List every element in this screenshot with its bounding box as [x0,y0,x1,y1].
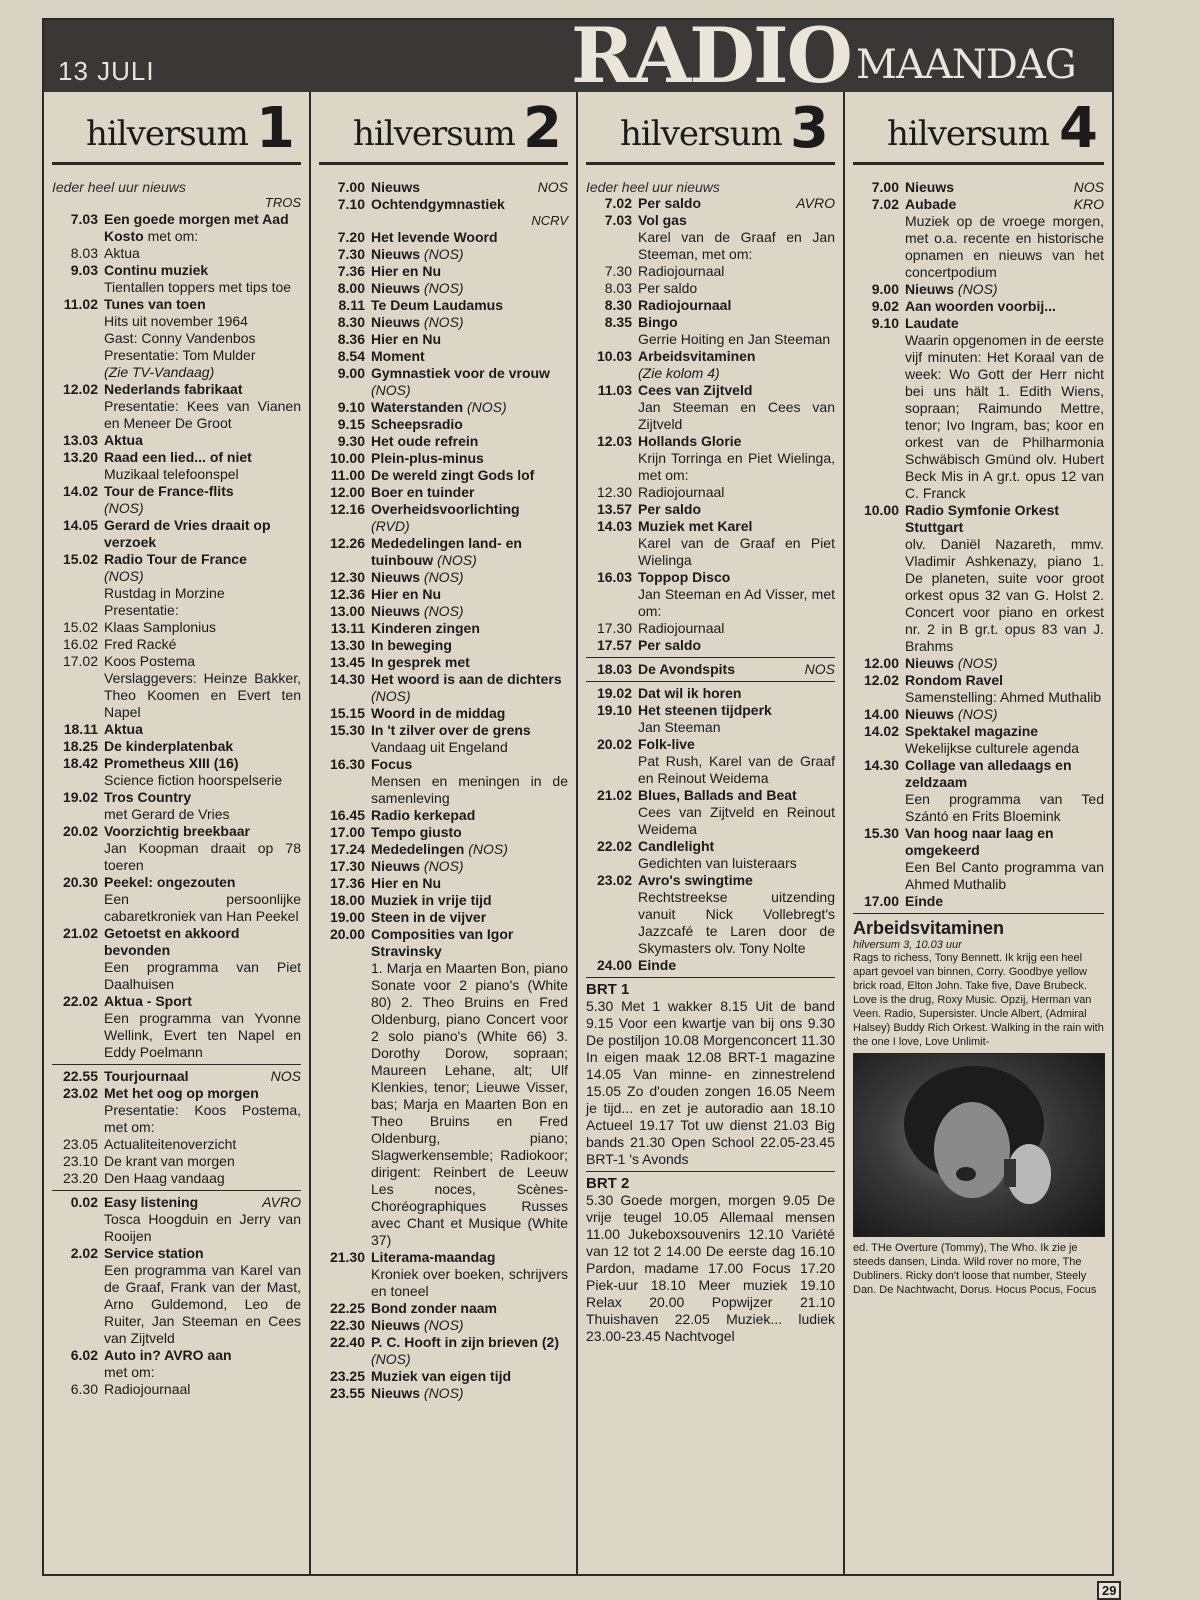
program-row: 2.02 Service station [70,1245,204,1261]
program-row: 13.20 Raad een lied... of niet [62,449,252,465]
station-name: hilversum [887,114,1049,154]
program-desc: Mensen en meningen in de samenleving [371,773,568,806]
program-row: 11.00 De wereld zingt Gods lof [330,467,535,483]
feature-box-text: ed. THe Overture (Tommy), The Who. Ik zie je steeds dansen, Linda. Wild rover no more, The Dubliners. Ricky don't loose that number, Steely Dan. De Nachtwacht, Dorus. Hocus Pocus, Focus [853,1242,1097,1296]
program-row: 8.03 Aktua [70,245,140,261]
program-row: 23.10 De krant van morgen [62,1153,235,1169]
program-row: 21.02 Getoetst en akkoord bevonden [62,925,240,958]
program-row: 7.00 Nieuws NOS [871,179,1104,195]
program-row: 7.30 Nieuws (NOS) [337,246,464,262]
program-row: 15.02 Radio Tour de France [62,551,247,567]
program-row: 15.15 Woord in de middag [329,705,506,721]
program-row: 23.05 Actualiteitenoverzicht [62,1136,237,1152]
station-name: hilversum [86,114,248,154]
program-row: 15.30 In 't zilver over de grens [329,722,531,738]
program-row: 12.26 Mededelingen land- en tuinbouw (NOS) [329,535,522,568]
program-desc: met om: [104,1364,155,1380]
program-row: 13.03 Aktua [62,432,143,448]
program-row: 18.42 Prometheus XIII (16) [62,755,239,771]
program-desc: Presentatie: Koos Postema, met om: [104,1102,301,1135]
program-row: 8.30 Nieuws (NOS) [337,314,464,330]
program-desc: Pat Rush, Karel van de Graaf en Reinout Weidema [638,753,835,786]
program-row: 12.16 Overheidsvoorlichting [329,501,520,517]
listing-title: RADIO [571,11,851,100]
program-row: 12.00 Nieuws (NOS) [863,655,998,671]
divider [586,1171,835,1172]
program-desc: Jan Steeman [638,719,721,735]
program-row: 7.03 Een goede morgen met Aad Kosto met om: [70,211,289,244]
station-heading [319,92,568,165]
program-desc: Presentatie: Tom Mulder [104,347,256,363]
program-row: 22.02 Candlelight [596,838,715,854]
program-row: 15.30 Van hoog naar laag en omgekeerd [863,825,1054,858]
program-row: 6.30 Radiojournaal [70,1381,191,1397]
program-row: 19.00 Steen in de vijver [329,909,487,925]
program-desc: Karel van de Graaf en Jan Steeman, met om: [638,229,835,262]
program-row: 16.03 Toppop Disco [596,569,731,585]
station-number: 2 [523,96,562,161]
brt2-section [586,1175,835,1345]
program-row: 21.30 Literama-maandag [329,1249,496,1265]
program-row: 18.03 De Avondspits NOS [596,661,835,677]
program-desc: Waarin opgenomen in de eerste vijf minuten: Het Koraal van de week: Wo Gott der Herr nicht bei uns hält 1. Edith Wiens, sopraan; Raimundo Mettre, tenor; Ivo Ingram, bas; koor en orkest van de Philharmonia Schwäbisch Gmünd olv. Hubert Beck Mis in A gr.t. opus 12 van C. Franck [905,332,1104,501]
program-row: 12.03 Hollands Glorie [596,433,742,449]
program-row: 13.30 In beweging [329,637,452,653]
radio-listing-frame [42,11,1114,1576]
program-desc: Tosca Hoogduin en Jerry van Rooijen [104,1211,301,1244]
station-name: hilversum [620,114,782,154]
program-desc: Rustdag in Morzine [104,585,225,601]
program-desc: Hits uit november 1964 [104,313,248,329]
program-desc: Jan Koopman draait op 78 toeren [104,840,301,873]
program-row: 13.57 Per saldo [596,501,702,517]
program-row: 9.10 Laudate [871,315,959,331]
program-row: 16.02 Fred Racké [62,636,177,652]
broadcaster-label: NCRV [531,213,568,228]
station-number: 3 [790,96,829,161]
singer-photo [853,1053,1105,1237]
news-note: Ieder heel uur nieuws [52,179,186,195]
divider [52,1190,301,1191]
program-desc: Gast: Conny Vandenbos [104,330,256,346]
program-row: 24.00 Einde [596,957,677,973]
program-row: 21.02 Blues, Ballads and Beat [596,787,797,803]
program-row: 20.00 Composities van Igor Stravinsky [329,926,514,959]
program-row: 9.03 Continu muziek [70,262,209,278]
program-desc: met Gerard de Vries [104,806,230,822]
brt2-heading: BRT 2 [586,1175,630,1192]
brt1-schedule: 5.30 Met 1 wakker 8.15 Uit de band 9.15 Voor een kwartje van bij ons 9.30 De postiljon 10.08 Morgenconcert 11.30 In eigen maak 12.08 BRT-1 magazine 14.05 Van minne- en zinnestrelend 15.05 Zo d'ouden zongen 16.05 Neem je tijd... en zet je autoradio aan 18.10 Actueel 19.17 Tot uw dienst 21.03 Big bands 21.30 Open School 22.05-23.45 BRT-1 's Avonds [586,998,835,1167]
program-desc: olv. Daniël Nazareth, mmv. Vladimir Ashkenazy, piano 1. De planeten, suite voor groot orkest opus 32 van G. Holst 2. Concert voor piano en orkest nr. 2 in B gr.t. opus 83 van J. Brahms [905,536,1104,654]
program-desc: Een programma van Yvonne Wellink, Evert ten Napel en Eddy Poelmann [104,1010,301,1060]
program-row: 7.02 Per saldo AVRO [604,195,835,211]
station-name: hilversum [353,114,515,154]
program-row: 10.00 Radio Symfonie Orkest Stuttgart [863,502,1060,535]
program-desc: Karel van de Graaf en Piet Wielinga [638,535,835,568]
column-hilversum-3 [578,92,845,1574]
program-desc: Presentatie: Kees van Vianen en Meneer De Groot [104,398,301,431]
program-desc: (Zie TV-Vandaag) [104,364,215,380]
program-row: 0.02 Easy listening AVRO [70,1194,301,1210]
program-row: 7.10 Ochtendgymnastiek [337,196,505,212]
program-row: 15.02 Klaas Samplonius [62,619,217,635]
program-row: 17.57 Per saldo [596,637,702,653]
listing-day: MAANDAG [856,42,1076,88]
program-row: 7.30 Radiojournaal [604,263,725,279]
program-row: 17.02 Koos Postema [62,653,196,669]
program-row: 9.10 Waterstanden (NOS) [337,399,507,415]
program-row: 14.30 Collage van alledaags en zeldzaam [863,757,1072,790]
program-row: 8.54 Moment [337,348,425,364]
column-hilversum-1 [44,92,311,1574]
program-desc: Kroniek over boeken, schrijvers en toneel [371,1266,568,1299]
feature-box-text: Rags to richess, Tony Bennett. Ik krijg een heel apart gevoel van binnen, Corry. Goodbye yellow brick road, Elton John. Take five, Dave Brubeck. Love is the drug, Roxy Music. Opzij, Herman van Veen. Radio, Supersister. Uncle Albert, (Admiral Halsey) Buddy Rich Orkest. Walking in the rain with the one I love, Love Unlimit- [853,952,1104,1048]
station-number: 1 [256,96,295,161]
program-desc: Een programma van Piet Daalhuisen [104,959,301,992]
program-row: 19.10 Het steenen tijdperk [596,702,772,718]
program-row: 8.35 Bingo [604,314,678,330]
program-desc: Gedichten van luisteraars [638,855,797,871]
program-row: 22.30 Nieuws (NOS) [329,1317,464,1333]
program-row: 22.25 Bond zonder naam [329,1300,498,1316]
program-row: 10.03 Arbeidsvitaminen [596,348,756,364]
divider [853,913,1104,914]
program-row: 6.02 Auto in? AVRO aan [70,1347,232,1363]
program-desc: Gerrie Hoiting en Jan Steeman [638,331,831,347]
program-row: 14.02 Tour de France-flits [62,483,234,499]
program-desc: Samenstelling: Ahmed Muthalib [905,689,1102,705]
program-row: 12.00 Boer en tuinder [329,484,475,500]
station-columns [44,92,1112,1574]
program-row: 9.00 Nieuws (NOS) [871,281,998,297]
program-desc: Verslaggevers: Heinze Bakker, Theo Koomen en Evert ten Napel [104,670,301,720]
program-row: 8.30 Radiojournaal [604,297,732,313]
program-row: 13.00 Nieuws (NOS) [329,603,464,619]
program-row: 11.03 Cees van Zijtveld [597,382,753,398]
divider [52,1064,301,1065]
divider [586,657,835,658]
program-desc: Vandaag uit Engeland [371,739,508,755]
program-row: 8.03 Per saldo [604,280,698,296]
program-desc: Tientallen toppers met tips toe [104,279,292,295]
program-desc: (NOS) [104,568,144,584]
program-row: 23.55 Nieuws (NOS) [329,1385,464,1401]
program-row: 17.36 Hier en Nu [329,875,442,891]
singer-photo-art [854,1054,1104,1236]
program-row: 16.30 Focus [329,756,413,772]
program-row: 14.05 Gerard de Vries draait op verzoek [62,517,271,550]
listing-date: 13 JULI [58,56,155,86]
program-row: 7.02 Aubade KRO [871,196,1104,212]
program-row: 14.00 Nieuws (NOS) [863,706,998,722]
column-hilversum-4 [845,92,1112,1574]
program-row: 23.25 Muziek van eigen tijd [329,1368,512,1384]
brt1-heading: BRT 1 [586,981,630,998]
program-row: 8.11 Te Deum Laudamus [338,297,503,313]
program-desc: Krijn Torringa en Piet Wielinga, met om: [638,450,835,483]
program-desc: 1. Marja en Maarten Bon, piano Sonate voor 2 piano's (White 80) 2. Theo Bruins en Fred Oldenburg, piano Concert voor 2 solo piano's (White 66) 3. Dorothy Dorow, sopraan; Maureen Lehane, alt; Ulf Klenkies, tenor; Lieuwe Visser, bas; Marja en Maarten Bon en Theo Bruins en Fred Oldenburg, piano; Slagwerkensemble; Radiokoor; dirigent: Reinbert de Leeuw Les noces, Scènes-Choréographiques Russes avec Chant et Musique (White 37) [371,960,568,1248]
divider [586,977,835,978]
program-desc: Rechtstreekse uitzending vanuit Nick Vollebregt's Jazzcafé te Laren door de Skymasters olv. Tony Nolte [638,889,835,956]
program-row: 7.03 Vol gas [604,212,687,228]
feature-box-title: Arbeidsvitaminen [853,918,1005,938]
program-row: 18.11 Aktua [63,721,143,737]
program-row: 12.30 Radiojournaal [596,484,725,500]
program-row: 9.15 Scheepsradio [337,416,463,432]
program-row: 17.00 Tempo giusto [329,824,462,840]
program-row: 20.02 Voorzichtig breekbaar [62,823,251,839]
program-row: 17.24 Mededelingen (NOS) [329,841,508,857]
program-row: 7.20 Het levende Woord [337,229,498,245]
program-row: 13.11 Kinderen zingen [330,620,480,636]
program-row: 18.00 Muziek in vrije tijd [329,892,492,908]
program-row: 10.00 Plein-plus-minus [329,450,484,466]
program-row: 12.02 Rondom Ravel [863,672,1004,688]
program-row: 12.30 Nieuws (NOS) [329,569,464,585]
program-row: 22.55 Tourjournaal NOS [62,1068,301,1084]
program-row: 20.30 Peekel: ongezouten [62,874,236,890]
program-row: 8.00 Nieuws (NOS) [337,280,464,296]
program-row: 22.02 Aktua - Sport [62,993,192,1009]
broadcaster-label: TROS [264,195,301,210]
program-row: 23.02 Met het oog op morgen [62,1085,259,1101]
divider [586,681,835,682]
feature-box-subtitle: hilversum 3, 10.03 uur [853,939,962,951]
program-desc: (NOS) [104,500,144,516]
program-desc: Een programma van Karel van de Graaf, Frank van der Mast, Arno Guldemond, Leo de Ruiter, Jan Steeman en Cees van Zijtveld [104,1262,301,1346]
station-heading [853,92,1104,165]
program-row: 9.00 Gymnastiek voor de vrouw (NOS) [337,365,550,398]
program-desc: Een Bel Canto programma van Ahmed Muthalib [905,859,1104,892]
program-row: 17.30 Radiojournaal [596,620,725,636]
program-desc: Jan Steeman en Ad Visser, met om: [638,586,835,619]
program-row: 16.45 Radio kerkepad [329,807,476,823]
program-row: 7.36 Hier en Nu [337,263,442,279]
program-row: 19.02 Tros Country [62,789,192,805]
brt2-schedule: 5.30 Goede morgen, morgen 9.05 De vrije teugel 10.05 Allemaal mensen 11.00 Jukeboxsouvenirs 12.10 Variété van 12 tot 2 14.00 De eerste dag 16.10 Pardon, madame 17.00 Focus 17.20 Piek-uur 18.10 Meer muziek 19.10 Relax 20.00 Popwijzer 21.10 Thuishaven 22.05 Muziek... ludiek 23.00-23.45 Nachtvogel [586,1192,835,1344]
program-row: 11.02 Tunes van toen [63,296,206,312]
program-row: 13.45 In gesprek met [329,654,470,670]
program-desc: Jan Steeman en Cees van Zijtveld [638,399,835,432]
program-row: 9.30 Het oude refrein [337,433,479,449]
program-row: 22.40 P. C. Hooft in zijn brieven (2) (NOS) [329,1334,559,1367]
program-row: 9.02 Aan woorden voorbij... [871,298,1056,314]
program-row: 14.30 Het woord is aan de dichters (NOS) [329,671,562,704]
program-row: 17.00 Einde [863,893,944,909]
program-desc: (RVD) [371,518,410,534]
program-row: 23.02 Avro's swingtime [596,872,753,888]
station-heading [52,92,301,165]
listing-header [44,11,1112,100]
program-row: 19.02 Dat wil ik horen [596,685,742,701]
program-row: 14.02 Spektakel magazine [863,723,1039,739]
program-desc: Cees van Zijtveld en Reinout Weidema [638,804,835,837]
column-hilversum-2 [311,92,578,1574]
program-desc: Presentatie: [104,602,179,618]
program-row: 8.36 Hier en Nu [337,331,442,347]
station-heading [586,92,835,165]
station-number: 4 [1059,96,1098,161]
program-desc: Een programma van Ted Szántó en Frits Bloemink [905,791,1104,824]
program-row: 7.00 Nieuws NOS [337,179,568,195]
program-desc: Muzikaal telefoonspel [104,466,239,482]
program-desc: Een persoonlijke cabaretkroniek van Han Peekel [104,891,301,924]
program-row: 18.25 De kinderplatenbak [62,738,234,754]
program-desc: (Zie kolom 4) [638,365,720,381]
program-desc: Muziek op de vroege morgen, met o.a. recente en historische opnamen en nieuws van het concertpodium [905,213,1104,280]
brt1-section [586,981,835,1168]
news-note: Ieder heel uur nieuws [586,179,720,195]
program-row: 23.20 Den Haag vandaag [62,1170,225,1186]
program-row: 17.30 Nieuws (NOS) [329,858,464,874]
program-row: 14.03 Muziek met Karel [596,518,753,534]
page-number: 29 [1097,1581,1121,1600]
program-desc: Wekelijkse culturele agenda [905,740,1080,756]
program-row: 12.02 Nederlands fabrikaat [62,381,243,397]
program-row: 20.02 Folk-live [596,736,695,752]
program-desc: Science fiction hoorspelserie [104,772,283,788]
program-row: 12.36 Hier en Nu [329,586,442,602]
